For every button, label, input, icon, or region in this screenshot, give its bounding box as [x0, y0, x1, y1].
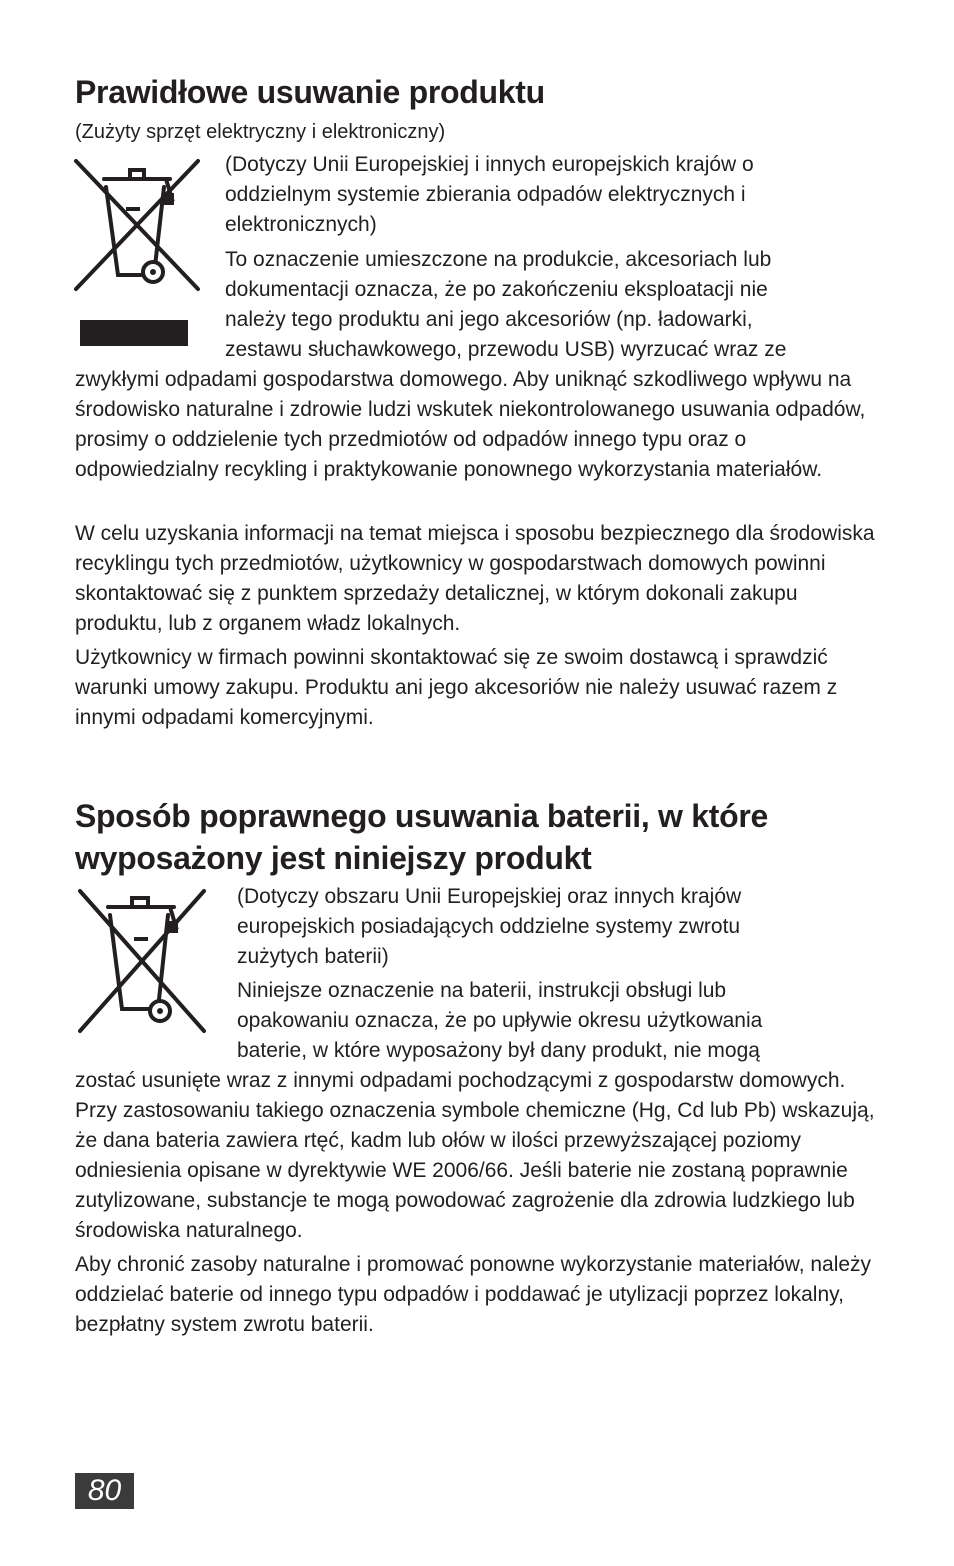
- paragraph-marking-continued: zwykłymi odpadami gospodarstwa domowego. Aby uniknąć szkodliwego wpływu na środowisko naturalne i zdrowie ludzi wskutek niekontrolowanego usuwania odpadów, prosimy o oddzielenie tych przedmiotów od odpadów innego typu oraz o odpowiedzialny recykling i praktykowanie ponownego wykorzystania materiałów.: [75, 368, 866, 481]
- paragraph-battery-marking-line1: Niniejsze oznaczenie na baterii, instrukcji obsługi lub: [237, 979, 727, 1002]
- section-subtitle: (Zużyty sprzęt elektryczny i elektroniczny): [75, 121, 446, 143]
- paragraph-battery-recycling: Aby chronić zasoby naturalne i promować ponowne wykorzystanie materiałów, należy oddzielać baterie od innego typu odpadów i poddawać je utylizacji poprzez lokalny, bezpłatny system zwrotu baterii.: [75, 1253, 872, 1336]
- paragraph-marking-line3: należy tego produktu ani jego akcesoriów (np. ładowarki,: [225, 308, 753, 331]
- paragraph-battery-scope-line3: zużytych baterii): [237, 945, 389, 968]
- paragraph-marking-line2: dokumentacji oznacza, że po zakończeniu eksploatacji nie: [225, 278, 768, 301]
- paragraph-battery-marking-line2: opakowaniu oznacza, że po upływie okresu użytkowania: [237, 1009, 763, 1032]
- section-title-battery-disposal-line1: Sposób poprawnego usuwania baterii, w które: [75, 798, 768, 834]
- paragraph-marking-line4: zestawu słuchawkowego, przewodu USB) wyrzucać wraz ze: [225, 338, 787, 361]
- paragraph-household-users: W celu uzyskania informacji na temat miejsca i sposobu bezpiecznego dla środowiska recyklingu tych przedmiotów, użytkownicy w gospodarstwach domowych powinni skontaktować się z punktem sprzedaży detalicznej, w którym dokonali zakupu produktu, lub z organem władz lokalnych.: [75, 522, 875, 635]
- paragraph-marking-line1: To oznaczenie umieszczone na produkcie, akcesoriach lub: [225, 248, 772, 271]
- paragraph-battery-marking-continued: zostać usunięte wraz z innymi odpadami pochodzącymi z gospodarstw domowych. Przy zastosowaniu takiego oznaczenia symbole chemiczne (Hg, Cd lub Pb) wskazują, że dana bateria zawiera rtęć, kadm lub ołów w ilości przewyższającej poziomy odniesienia opisane w dyrektywie WE 2006/66. Jeśli baterie nie zostaną poprawnie zutylizowane, substancje te mogą powodować zagrożenie dla zdrowia ludzkiego lub środowiska naturalnego.: [75, 1069, 875, 1242]
- paragraph-battery-scope-line2: europejskich posiadających oddzielne systemy zwrotu: [237, 915, 741, 938]
- crossed-out-battery-bin-icon: [74, 885, 209, 1035]
- crossed-out-wheelie-bin-icon: [72, 157, 202, 352]
- paragraph-scope-line2: oddzielnym systemie zbierania odpadów elektrycznych i: [225, 183, 746, 206]
- paragraph-battery-marking-line3: baterie, w które wyposażony był dany produkt, nie mogą: [237, 1039, 760, 1062]
- paragraph-scope-line3: elektronicznych): [225, 213, 377, 236]
- page-number: 80: [75, 1473, 134, 1509]
- section-title-product-disposal: Prawidłowe usuwanie produktu: [75, 74, 545, 110]
- paragraph-battery-scope-line1: (Dotyczy obszaru Unii Europejskiej oraz innych krajów: [237, 885, 742, 908]
- paragraph-business-users: Użytkownicy w firmach powinni skontaktować się ze swoim dostawcą i sprawdzić warunki umowy zakupu. Produktu ani jego akcesoriów nie należy usuwać razem z innymi odpadami komercyjnymi.: [75, 646, 838, 729]
- section-title-battery-disposal-line2: wyposażony jest niniejszy produkt: [75, 840, 592, 876]
- paragraph-scope-line1: (Dotyczy Unii Europejskiej i innych europejskich krajów o: [225, 153, 754, 176]
